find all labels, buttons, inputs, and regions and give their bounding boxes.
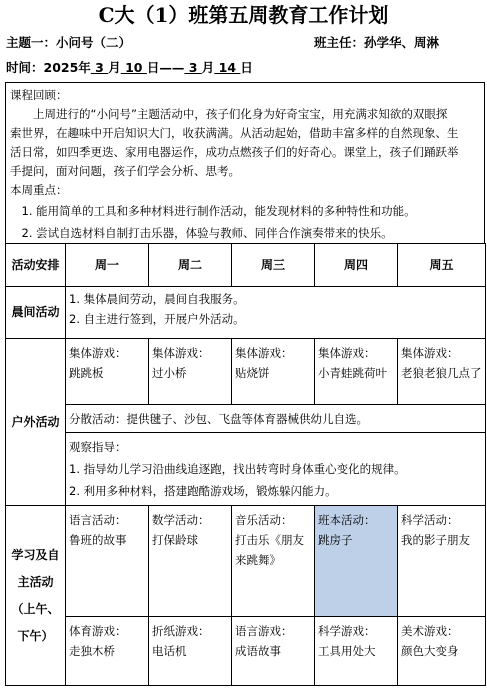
game-name: 贴烧饼 <box>235 366 270 380</box>
month-char: 月 <box>108 60 121 75</box>
teacher-value: 孙学华、周淋 <box>364 35 440 50</box>
game-title: 集体游戏： <box>401 346 459 360</box>
outdoor-game-friday <box>398 339 486 405</box>
study-monday-1 <box>66 506 149 617</box>
study-friday-1 <box>398 506 486 617</box>
outdoor-scattered <box>66 405 486 433</box>
study-label <box>6 506 66 686</box>
activity-title: 语言游戏： <box>235 624 293 638</box>
activity-title: 折纸游戏： <box>152 624 210 638</box>
study-wednesday-2 <box>232 617 315 686</box>
outdoor-guidance <box>66 433 486 506</box>
teacher-line <box>314 33 439 51</box>
activity-title: 美术游戏： <box>401 624 459 638</box>
activity-title: 数学活动： <box>152 513 210 527</box>
activity-name: 电话机 <box>152 644 187 658</box>
study-friday-2 <box>398 617 486 686</box>
outdoor-game-wednesday <box>232 339 315 405</box>
study-label-line: 主活动 <box>17 574 54 589</box>
header-row <box>6 244 486 287</box>
guidance-item: 2. 利用多种材料，搭建跑酷游戏场，锻炼躲闪能力。 <box>69 484 337 498</box>
theme-value: 小问号（二） <box>56 35 132 50</box>
time-year: 2025年 <box>43 60 91 75</box>
study-row-1 <box>6 506 486 617</box>
focus-item: 1. 能用简单的工具和多种材料进行制作活动，能发现材料的多种特性和功能。 <box>10 204 416 218</box>
game-name: 过小桥 <box>152 366 187 380</box>
course-review-box <box>5 82 485 244</box>
study-tuesday-1 <box>149 506 232 617</box>
activity-name: 跳房子 <box>318 533 353 547</box>
game-title: 集体游戏： <box>235 346 293 360</box>
study-tuesday-2 <box>149 617 232 686</box>
study-label-line: 下午） <box>17 628 54 643</box>
activity-name: 鲁班的故事 <box>69 533 127 547</box>
activity-name: 打保龄球 <box>152 533 198 547</box>
outdoor-game-tuesday <box>149 339 232 405</box>
game-name: 老狼老狼几点了 <box>401 366 482 380</box>
study-monday-2 <box>66 617 149 686</box>
outdoor-label: 户外活动 <box>6 339 66 506</box>
morning-item: 1. 集体晨间劳动，晨间自我服务。 <box>69 292 245 306</box>
header-friday: 周五 <box>398 244 486 287</box>
guidance-title: 观察指导： <box>69 440 127 454</box>
time-label: 时间： <box>6 60 44 75</box>
study-row-2 <box>6 617 486 686</box>
header-monday: 周一 <box>66 244 149 287</box>
header-activity: 活动安排 <box>6 244 66 287</box>
guidance-item: 1. 指导幼儿学习沿曲线追逐跑，找出转弯时身体重心变化的规律。 <box>69 462 406 476</box>
theme-label: 主题一： <box>6 35 57 50</box>
document-title: C大（1）班第五周教育工作计划 <box>98 3 389 27</box>
study-thursday-1 <box>315 506 398 617</box>
review-line: 手提问，面对问题，孩子们学会分析、思考。 <box>10 164 240 178</box>
study-label-line: （上午、 <box>11 601 60 616</box>
activity-name: 工具用处大 <box>318 644 376 658</box>
schedule-table <box>5 243 486 686</box>
game-name: 小青蛙跳荷叶 <box>318 366 387 380</box>
time-separator: —— <box>159 60 185 75</box>
time-end-month: 3 <box>184 60 202 75</box>
morning-content <box>66 287 486 339</box>
header-wednesday: 周三 <box>232 244 315 287</box>
game-title: 集体游戏： <box>69 346 127 360</box>
review-heading: 课程回顾： <box>10 88 68 102</box>
scattered-activity: 分散活动：提供毽子、沙包、飞盘等体育器械供幼儿自选。 <box>69 411 368 426</box>
time-start-day: 10 <box>120 60 147 75</box>
focus-heading: 本周重点： <box>10 183 68 197</box>
time-line <box>6 58 253 76</box>
teacher-label: 班主任： <box>314 35 365 50</box>
time-start-month: 3 <box>90 60 109 75</box>
activity-title: 班本活动： <box>318 513 376 527</box>
day-char: 日 <box>240 60 253 75</box>
focus-item: 2. 尝试自选材料自制打击乐器，体验与教师、同伴合作演奏带来的快乐。 <box>10 226 393 240</box>
day-char: 日 <box>146 60 160 75</box>
game-name: 跳跳板 <box>69 366 104 380</box>
game-title: 集体游戏： <box>152 346 210 360</box>
outdoor-scattered-row <box>6 405 486 433</box>
activity-title: 音乐活动： <box>235 513 293 527</box>
activity-title: 科学活动： <box>401 513 459 527</box>
study-label-line: 学习及自 <box>11 547 60 562</box>
activity-title: 体育游戏： <box>69 624 127 638</box>
time-end-day: 14 <box>214 60 241 75</box>
morning-item: 2. 自主进行签到，开展户外活动。 <box>69 312 245 326</box>
outdoor-game-thursday <box>315 339 398 405</box>
activity-title: 语言活动： <box>69 513 127 527</box>
activity-name: 我的影子朋友 <box>401 533 470 547</box>
outdoor-game-monday <box>66 339 149 405</box>
morning-row <box>6 287 486 339</box>
review-line: 上周进行的“小问号”主题活动中，孩子们化身为好奇宝宝，用充满求知欲的双眼探 <box>10 107 448 121</box>
activity-name: 打击乐《朋友来跳舞》 <box>235 533 304 567</box>
activity-name: 成语故事 <box>235 644 281 658</box>
header-tuesday: 周二 <box>149 244 232 287</box>
game-title: 集体游戏： <box>318 346 376 360</box>
study-thursday-2 <box>315 617 398 686</box>
review-line: 索世界，在趣味中开启知识大门，收获满满。从活动起始，借助丰富多样的自然现象、生 <box>10 126 459 140</box>
header-thursday: 周四 <box>315 244 398 287</box>
activity-title: 科学游戏： <box>318 624 376 638</box>
theme-line <box>6 33 131 51</box>
outdoor-games-row <box>6 339 486 405</box>
outdoor-guidance-row <box>6 433 486 506</box>
morning-label: 晨间活动 <box>6 287 66 339</box>
activity-name: 走独木桥 <box>69 644 115 658</box>
review-line: 活日常，如四季更迭、家用电器运作，成功点燃孩子们的好奇心。课堂上，孩子们踊跃举 <box>10 145 459 159</box>
study-wednesday-1 <box>232 506 315 617</box>
month-char: 月 <box>201 60 215 75</box>
activity-name: 颜色大变身 <box>401 644 459 658</box>
